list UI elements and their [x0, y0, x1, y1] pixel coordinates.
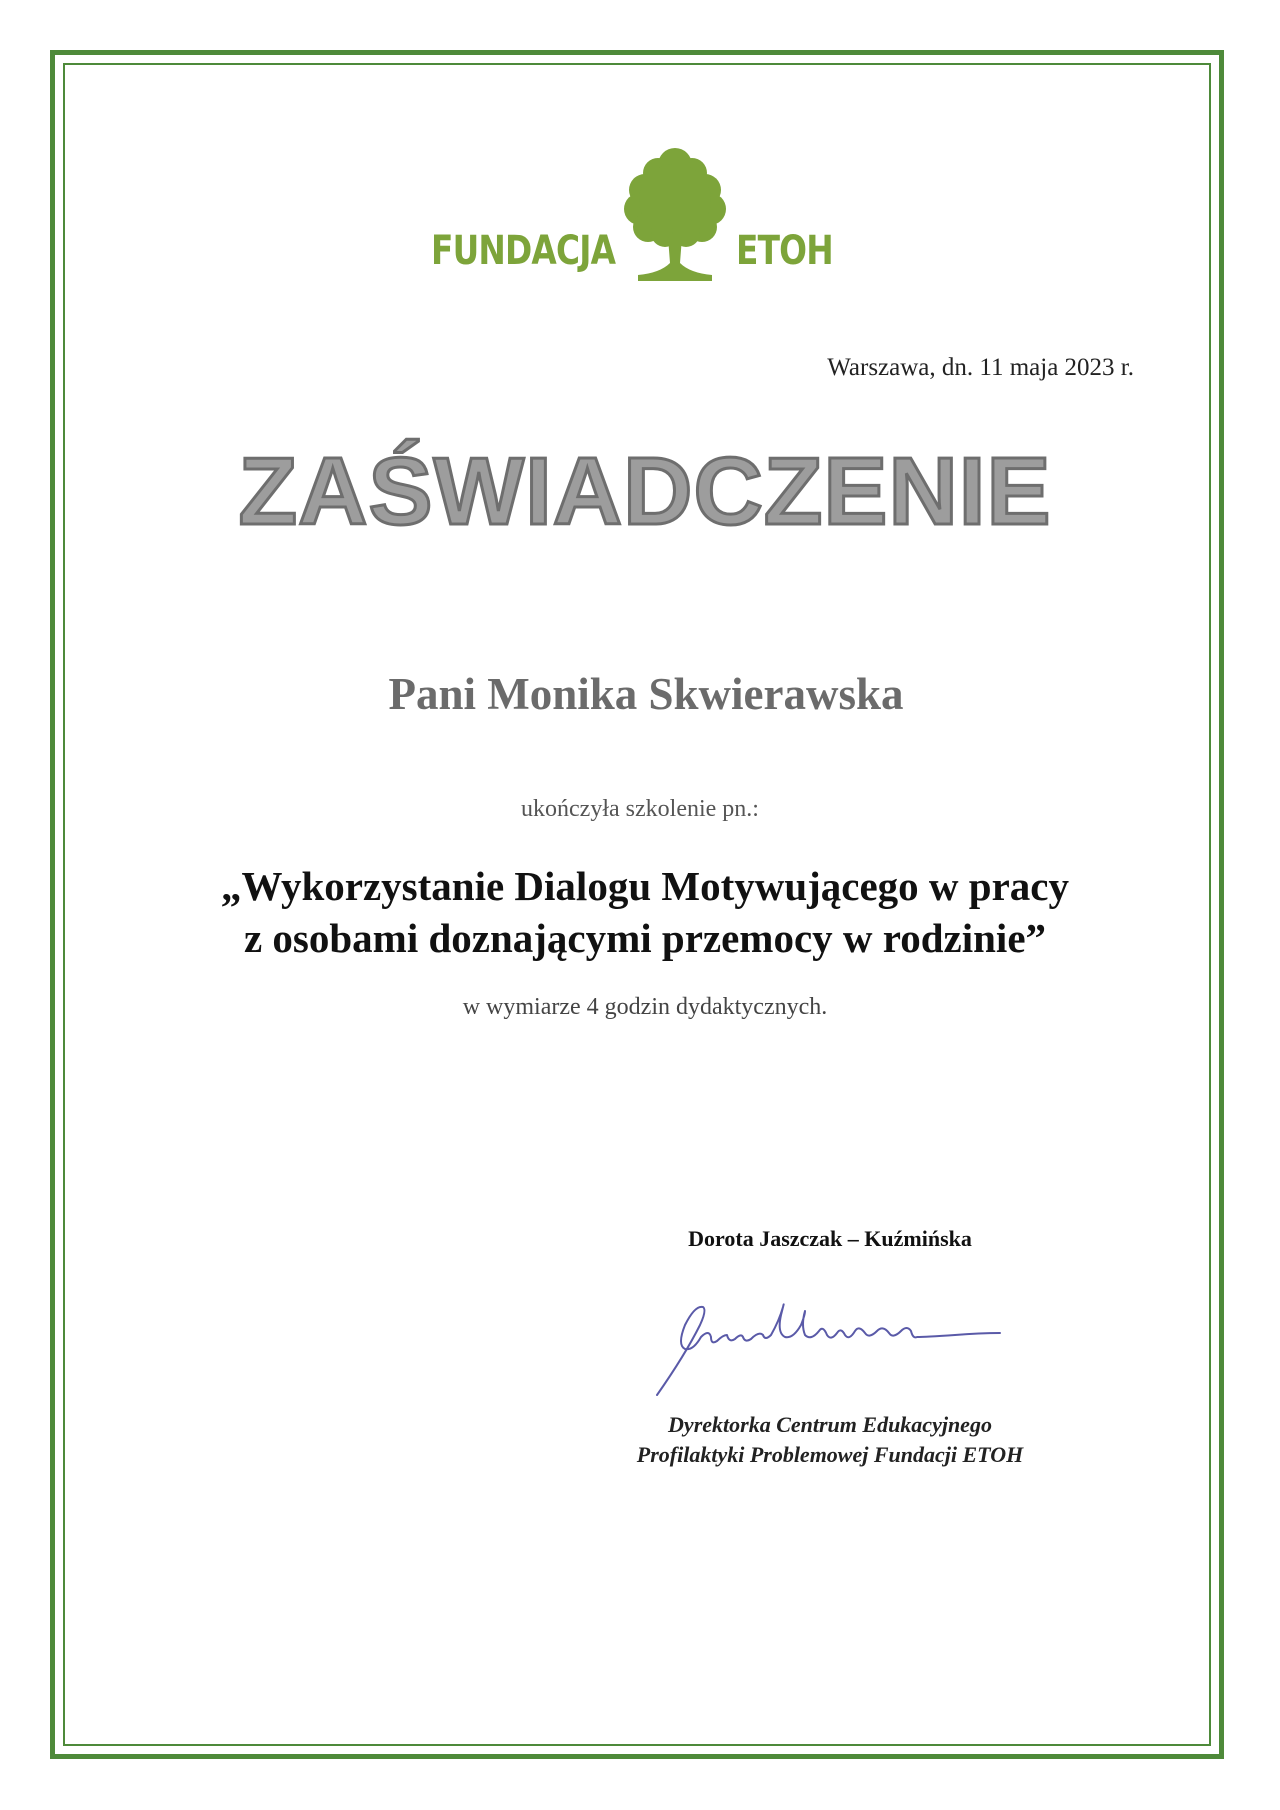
- course-title-line-1: „Wykorzystanie Dialogu Motywującego w pracy: [221, 863, 1069, 909]
- logo-right-text: ETOH: [736, 228, 833, 274]
- certificate-title: ZAŚWIADCZENIE: [238, 438, 1052, 545]
- logo-left-text: FUNDACJA: [431, 228, 616, 274]
- tree-icon: [620, 145, 730, 285]
- signer-role: [580, 1410, 1080, 1471]
- recipient-name: Pani Monika Skwierawska: [388, 669, 904, 719]
- date-line: Warszawa, dn. 11 maja 2023 r.: [827, 354, 1134, 381]
- completed-text: ukończyła szkolenie pn.:: [521, 796, 759, 822]
- fundacja-etoh-logo: [431, 145, 840, 290]
- hours-text: w wymiarze 4 godzin dydaktycznych.: [462, 994, 828, 1020]
- signer-role-line-1: Dyrektorka Centrum Edukacyjnego: [668, 1412, 992, 1437]
- course-title-line-2: z osobami doznającymi przemocy w rodzinie”: [243, 915, 1047, 962]
- handwritten-signature: [655, 1285, 1005, 1415]
- signer-role-line-2: Profilaktyki Problemowej Fundacji ETOH: [636, 1442, 1024, 1468]
- signer-name: Dorota Jaszczak – Kuźmińska: [688, 1226, 972, 1251]
- course-title: [0, 860, 1280, 964]
